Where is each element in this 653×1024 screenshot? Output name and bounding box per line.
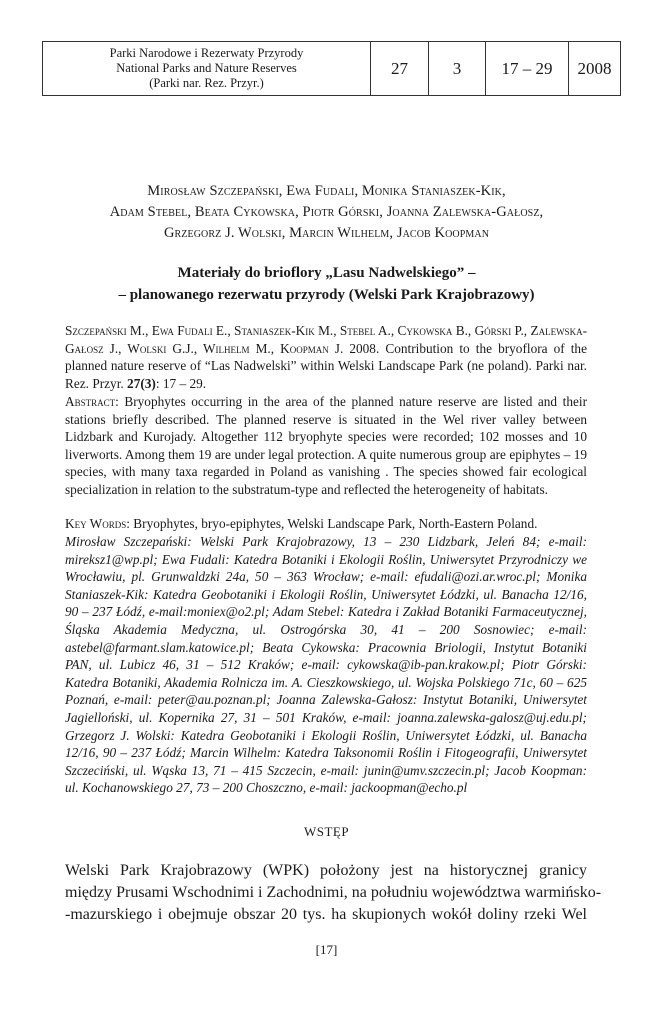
journal-name-line: Parki Narodowe i Rezerwaty Przyrody (109, 46, 304, 60)
body-line: Welski Park Krajobrazowy (WPK) położony jest na historycznej granicy (65, 862, 587, 879)
author-line: Adam Stebel, Beata Cykowska, Piotr Górski, Joanna Zalewska-Gałosz, (109, 204, 544, 220)
citation-volume: 27(3) (127, 375, 156, 391)
title-line: Materiały do brioflory „Lasu Nadwelskiego” – (177, 265, 476, 281)
body-text (65, 860, 602, 926)
journal-name-line: National Parks and Nature Reserves (116, 61, 297, 75)
author-list (0, 181, 653, 244)
abstract-text: : Bryophytes occurring in the area of the planned nature reserve are listed and their stations briefly described. The planned reserve is situated in the Wel river valley between Lidzbark and Kurojady. Altogether 112 bryophyte species were recorded; 102 mosses and 10 liverworts. Among them 19 are under legal protection. A quite numerous group are epiphytes – 19 species, with many taxa regarded in Poland as vanishing . The species showed fair ecological specialization in relation to the substratum-type and reflected the heterogeneity of habitats. (65, 394, 587, 497)
keywords-label: Key Words (65, 516, 127, 531)
journal-header-table (42, 41, 621, 96)
page-number: [17] (315, 942, 338, 957)
title-line: – planowanego rezerwatu przyrody (Welski Park Krajobrazowy) (118, 287, 535, 303)
author-line: Grzegorz J. Wolski, Marcin Wilhelm, Jacob Koopman (163, 225, 490, 241)
body-line: między Prusami Wschodnimi i Zachodnimi, na południu województwa warmińsko- (65, 884, 602, 901)
citation-pages: : 17 – 29. (155, 375, 207, 391)
citation-text: 2008. Contribution to the bryoflora of the planned nature reserve of “Las Nadwelski” within Welski Landscape Park (ne poland). Parki nar. Rez. Przyr. (65, 340, 587, 391)
journal-name-cell (43, 42, 371, 96)
citation (65, 322, 587, 392)
abstract-label: Abstract (65, 394, 116, 409)
body-line: -mazurskiego i obejmuje obszar 20 tys. ha skupionych wokół doliny rzeki Wel (65, 906, 587, 923)
citation-authors: Szczepański M., Ewa Fudali E., Staniaszek-Kik M., Stebel A., Cykowska B., Górski P., Zalewska-Gałosz J., Wolski G.J., Wilhelm M., Koopman J. (65, 323, 587, 356)
abstract (65, 393, 587, 499)
journal-name-line: (Parki nar. Rez. Przyr.) (149, 76, 264, 90)
year-cell: 2008 (569, 42, 621, 96)
keywords (65, 515, 587, 533)
author-addresses: Mirosław Szczepański: Welski Park Krajobrazowy, 13 – 230 Lidzbark, Jeleń 84; e-mail: mireksz1@wp.pl; Ewa Fudali: Katedra Botaniki i Ekologii Roślin, Uniwersytet Przyrodniczy we Wrocławiu, pl. Grunwaldzki 24a, 50 – 363 Wrocław; e-mail: efudali@ozi.ar.wroc.pl; Monika Staniaszek-Kik: Katedra Geobotaniki i Ekologii Roślin, Uniwersytet Łódzki, ul. Banacha 12/16, 90 – 237 Łódź, e-mail:moniex@o2.pl; Adam Stebel: Katedra i Zakład Botaniki Farmaceutycznej, Śląska Akademia Medyczna, ul. Ostrogórska 30, 41 – 200 Sosnowiec; e-mail: astebel@farmant.slam.katowice.pl; Beata Cykowska: Pracownia Briologii, Instytut Botaniki PAN, ul. Lubicz 46, 31 – 512 Kraków; e-mail: cykowska@ib-pan.krakow.pl; Piotr Górski: Katedra Botaniki, Akademia Rolnicza im. A. Cieszkowskiego, ul. Wojska Polskiego 71c, 60 – 625 Poznań, e-mail: peter@au.poznan.pl; Joanna Zalewska-Gałosz: Instytut Botaniki, Uniwersytet Jagielloński, ul. Kopernika 27, 31 – 501 Kraków, e-mail: joanna.zalewska-galosz@uj.edu.pl; Grzegorz J. Wolski: Katedra Geobotaniki i Ekologii Roślin, Uniwersytet Łódzki, ul. Banacha 12/16, 90 – 237 Łódź; Marcin Wilhelm: Katedra Taksonomii Roślin i Fitogeografii, Uniwersytet Szczeciński, ul. Wąska 13, 71 – 415 Szczecin, e-mail: junin@umv.szczecin.pl; Jacob Koopman: ul. Kochanowskiego 27, 73 – 200 Choszczno, e-mail: jackoopman@echo.pl (65, 534, 587, 796)
keywords-text: : Bryophytes, bryo-epiphytes, Welski Landscape Park, North-Eastern Poland. (126, 516, 538, 531)
pages-cell: 17 – 29 (486, 42, 569, 96)
article-title (0, 262, 653, 306)
volume-cell: 27 (371, 42, 429, 96)
issue-cell: 3 (429, 42, 486, 96)
section-heading: WSTĘP (303, 824, 350, 839)
author-line: Mirosław Szczepański, Ewa Fudali, Monika Staniaszek-Kik, (147, 183, 506, 199)
